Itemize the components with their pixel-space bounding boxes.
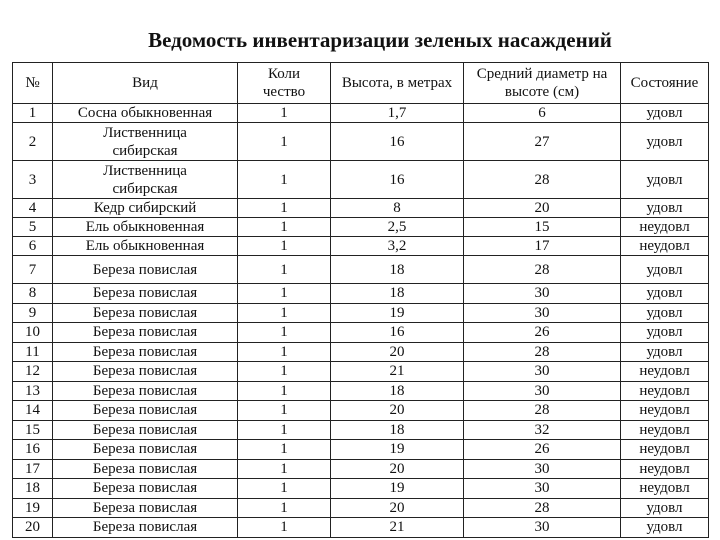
row-species: Береза повислая (53, 440, 238, 460)
row-species: Береза повислая (53, 342, 238, 362)
row-species: Береза повислая (53, 479, 238, 499)
row-diameter: 28 (464, 498, 621, 518)
table-header-row (13, 63, 709, 104)
row-height: 21 (331, 362, 464, 382)
row-diameter: 30 (464, 459, 621, 479)
inventory-table (12, 62, 709, 538)
row-quantity: 1 (238, 199, 331, 218)
table-row (13, 303, 709, 323)
row-height: 20 (331, 342, 464, 362)
row-height: 18 (331, 420, 464, 440)
header-species: Вид (53, 63, 238, 104)
row-number: 6 (13, 237, 53, 256)
row-species: Береза повислая (53, 459, 238, 479)
row-species: Лиственница сибирская (53, 161, 238, 199)
row-number: 4 (13, 199, 53, 218)
row-number: 20 (13, 518, 53, 538)
row-diameter: 15 (464, 218, 621, 237)
row-state: удовл (621, 199, 709, 218)
row-height: 18 (331, 256, 464, 284)
table-row (13, 237, 709, 256)
row-number: 12 (13, 362, 53, 382)
row-species: Береза повислая (53, 498, 238, 518)
row-quantity: 1 (238, 323, 331, 343)
row-quantity: 1 (238, 498, 331, 518)
row-quantity: 1 (238, 518, 331, 538)
row-number: 1 (13, 104, 53, 123)
row-quantity: 1 (238, 420, 331, 440)
row-quantity: 1 (238, 362, 331, 382)
row-diameter: 28 (464, 161, 621, 199)
row-quantity: 1 (238, 342, 331, 362)
table-row (13, 342, 709, 362)
row-number: 18 (13, 479, 53, 499)
row-height: 8 (331, 199, 464, 218)
row-state: удовл (621, 323, 709, 343)
row-state: неудовл (621, 459, 709, 479)
row-number: 16 (13, 440, 53, 460)
row-diameter: 30 (464, 381, 621, 401)
row-number: 14 (13, 401, 53, 421)
row-number: 5 (13, 218, 53, 237)
row-state: неудовл (621, 381, 709, 401)
row-species: Береза повислая (53, 401, 238, 421)
row-diameter: 27 (464, 123, 621, 161)
row-height: 1,7 (331, 104, 464, 123)
row-quantity: 1 (238, 123, 331, 161)
table-row (13, 104, 709, 123)
row-height: 19 (331, 303, 464, 323)
header-state: Состояние (621, 63, 709, 104)
row-state: неудовл (621, 440, 709, 460)
table-row (13, 401, 709, 421)
table-row (13, 518, 709, 538)
row-number: 13 (13, 381, 53, 401)
row-state: неудовл (621, 237, 709, 256)
row-diameter: 26 (464, 323, 621, 343)
row-state: удовл (621, 498, 709, 518)
row-diameter: 30 (464, 518, 621, 538)
row-species: Береза повислая (53, 518, 238, 538)
header-number: № (13, 63, 53, 104)
row-height: 16 (331, 323, 464, 343)
table-row (13, 440, 709, 460)
row-state: неудовл (621, 401, 709, 421)
row-number: 2 (13, 123, 53, 161)
row-number: 15 (13, 420, 53, 440)
row-quantity: 1 (238, 218, 331, 237)
row-diameter: 28 (464, 256, 621, 284)
row-species: Береза повислая (53, 284, 238, 304)
row-diameter: 30 (464, 303, 621, 323)
row-diameter: 32 (464, 420, 621, 440)
row-state: удовл (621, 303, 709, 323)
page-title: Ведомость инвентаризации зеленых насаждений (148, 28, 612, 52)
table-row (13, 256, 709, 284)
row-height: 20 (331, 498, 464, 518)
table-row (13, 420, 709, 440)
header-diameter-line1: Средний диаметр на (476, 66, 608, 82)
row-species: Береза повислая (53, 256, 238, 284)
row-quantity: 1 (238, 237, 331, 256)
table-row (13, 362, 709, 382)
row-species: Береза повислая (53, 362, 238, 382)
row-state: удовл (621, 284, 709, 304)
row-diameter: 6 (464, 104, 621, 123)
row-quantity: 1 (238, 303, 331, 323)
table-row (13, 479, 709, 499)
row-diameter: 30 (464, 362, 621, 382)
table-row (13, 199, 709, 218)
row-state: неудовл (621, 218, 709, 237)
row-species: Береза повислая (53, 381, 238, 401)
row-height: 19 (331, 440, 464, 460)
row-number: 19 (13, 498, 53, 518)
row-height: 3,2 (331, 237, 464, 256)
header-quantity-line2: чество (262, 84, 306, 100)
row-state: удовл (621, 342, 709, 362)
row-species: Ель обыкновенная (53, 218, 238, 237)
table-row (13, 284, 709, 304)
header-quantity-line1: Коли (267, 66, 301, 82)
header-diameter-line2: высоте (см) (504, 84, 580, 100)
row-state: удовл (621, 123, 709, 161)
row-species: Кедр сибирский (53, 199, 238, 218)
row-quantity: 1 (238, 381, 331, 401)
row-species: Ель обыкновенная (53, 237, 238, 256)
row-diameter: 26 (464, 440, 621, 460)
header-diameter (464, 63, 621, 104)
row-number: 8 (13, 284, 53, 304)
row-number: 11 (13, 342, 53, 362)
row-height: 16 (331, 123, 464, 161)
row-species: Береза повислая (53, 303, 238, 323)
row-quantity: 1 (238, 256, 331, 284)
row-number: 7 (13, 256, 53, 284)
header-quantity (238, 63, 331, 104)
row-quantity: 1 (238, 479, 331, 499)
row-number: 3 (13, 161, 53, 199)
row-diameter: 17 (464, 237, 621, 256)
row-quantity: 1 (238, 401, 331, 421)
table-row (13, 123, 709, 161)
row-species: Береза повислая (53, 420, 238, 440)
row-species: Сосна обыкновенная (53, 104, 238, 123)
row-diameter: 30 (464, 479, 621, 499)
row-state: удовл (621, 104, 709, 123)
row-quantity: 1 (238, 104, 331, 123)
row-diameter: 28 (464, 342, 621, 362)
row-state: удовл (621, 256, 709, 284)
row-height: 20 (331, 459, 464, 479)
row-quantity: 1 (238, 459, 331, 479)
row-quantity: 1 (238, 440, 331, 460)
table-row (13, 323, 709, 343)
row-height: 18 (331, 284, 464, 304)
row-number: 17 (13, 459, 53, 479)
row-height: 2,5 (331, 218, 464, 237)
row-state: удовл (621, 518, 709, 538)
table-row (13, 381, 709, 401)
row-height: 21 (331, 518, 464, 538)
header-height: Высота, в метрах (331, 63, 464, 104)
row-diameter: 30 (464, 284, 621, 304)
table-row (13, 459, 709, 479)
table-row (13, 498, 709, 518)
row-state: неудовл (621, 479, 709, 499)
row-state: неудовл (621, 362, 709, 382)
row-height: 20 (331, 401, 464, 421)
row-number: 10 (13, 323, 53, 343)
row-height: 18 (331, 381, 464, 401)
row-species: Береза повислая (53, 323, 238, 343)
row-diameter: 28 (464, 401, 621, 421)
table-row (13, 161, 709, 199)
row-state: удовл (621, 161, 709, 199)
row-quantity: 1 (238, 161, 331, 199)
row-height: 19 (331, 479, 464, 499)
row-height: 16 (331, 161, 464, 199)
row-number: 9 (13, 303, 53, 323)
row-diameter: 20 (464, 199, 621, 218)
row-quantity: 1 (238, 284, 331, 304)
table-row (13, 218, 709, 237)
row-species: Лиственница сибирская (53, 123, 238, 161)
row-state: неудовл (621, 420, 709, 440)
